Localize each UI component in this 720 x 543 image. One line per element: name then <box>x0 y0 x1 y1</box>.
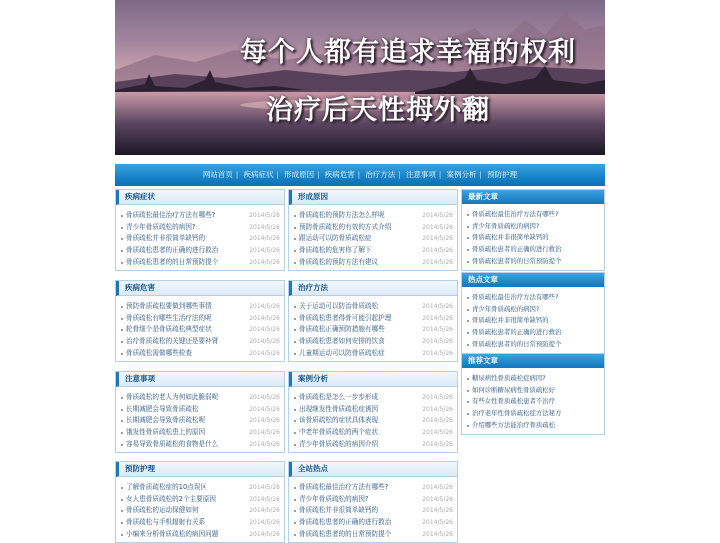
article-date: 2014/5/26 <box>249 235 280 243</box>
article-list-item <box>120 313 280 325</box>
sidebar-title: 推荐文章 <box>462 354 604 368</box>
header-banner <box>115 0 605 155</box>
article-date: 2014/5/26 <box>422 394 453 401</box>
article-list-item <box>466 292 600 304</box>
article-link[interactable]: 骨质疏松患者的的日常预防提个 <box>472 256 562 265</box>
article-date: 2014/5/26 <box>422 495 453 503</box>
article-date: 2014/5/26 <box>422 484 453 491</box>
article-date: 2014/5/26 <box>422 314 453 322</box>
article-date: 2014/5/26 <box>249 429 280 437</box>
article-list-item <box>120 517 280 529</box>
article-date: 2014/5/26 <box>422 258 453 266</box>
panel-title: 形成原因 <box>289 190 457 205</box>
article-date: 2014/5/26 <box>422 326 453 334</box>
article-link[interactable]: 关于运动可以防治骨质疏松 <box>299 302 379 310</box>
article-link[interactable]: 介绍哪些方法能治疗骨质疏松 <box>472 420 556 429</box>
article-list-item <box>466 420 600 432</box>
article-link[interactable]: 骨质疏松患者的正确的进行救治 <box>299 518 392 527</box>
article-list-item <box>466 327 600 339</box>
article-date: 2014/5/26 <box>249 314 280 322</box>
article-link[interactable]: 长期减肥会导致骨质疏松呢 <box>126 416 206 425</box>
panel-precautions <box>115 371 285 453</box>
article-link[interactable]: 骨质疏松患者的的日常预防提个 <box>126 257 219 266</box>
article-link[interactable]: 出现继发性骨质疏松症诱因 <box>299 404 379 413</box>
article-link[interactable]: 骨质疏松是怎么一步步形成 <box>299 393 379 401</box>
article-link[interactable]: 骨质疏松患者的的日常预防提个 <box>299 529 392 538</box>
article-list <box>289 477 457 542</box>
nav-precautions[interactable]: 注意事项 <box>405 170 436 179</box>
article-list-item <box>466 373 600 385</box>
article-list <box>289 205 457 270</box>
article-link[interactable]: 骨质疏松患者的正确的进行救治 <box>472 245 562 254</box>
article-link[interactable]: 骨质疏松最佳治疗方法有哪些? <box>126 211 216 219</box>
article-date: 2014/5/26 <box>249 394 280 401</box>
article-date: 2014/5/26 <box>422 349 453 357</box>
article-date: 2014/5/26 <box>249 519 280 527</box>
article-date: 2014/5/26 <box>422 405 453 413</box>
article-list-item <box>120 529 280 541</box>
article-link[interactable]: 骨质疏松并非很简单缺钙的 <box>126 234 206 243</box>
nav-separator: | <box>438 171 442 179</box>
article-link[interactable]: 青少年骨质疏松的病因? <box>126 222 196 231</box>
article-list-item <box>293 324 453 336</box>
article-link[interactable]: 女人患骨质疏松的2个主要原因 <box>126 494 216 503</box>
sidebar-recommended <box>461 353 605 435</box>
article-link[interactable]: 小编来分析骨质疏松的病因问题 <box>126 529 219 538</box>
panel-treatment <box>288 280 458 362</box>
article-list-item <box>293 505 453 517</box>
panel-prevention <box>115 461 285 543</box>
article-list-item <box>466 256 600 268</box>
article-link[interactable]: 骨质疏松正确预防措施有哪些 <box>299 325 385 334</box>
article-date: 2014/5/26 <box>249 223 280 231</box>
article-date: 2014/5/26 <box>249 507 280 515</box>
article-list-item <box>293 222 453 234</box>
article-list-item <box>293 245 453 257</box>
article-date: 2014/5/26 <box>422 223 453 231</box>
article-list-item <box>120 392 280 404</box>
nav-separator: | <box>276 171 279 179</box>
banner-slogan-line-1: 每个人都有追求幸福的权利 <box>240 37 576 68</box>
article-link[interactable]: 饿发性骨质疏松患上的原因 <box>126 428 206 437</box>
article-list-item <box>293 210 453 222</box>
article-link[interactable]: 骨质疏松的预防方法怎么样呢 <box>299 211 385 219</box>
article-list-item <box>120 439 280 451</box>
article-date: 2014/5/26 <box>249 440 280 448</box>
article-list <box>116 205 284 270</box>
article-list-item <box>120 222 280 234</box>
article-link[interactable]: 长期减肥会导致骨质疏松 <box>126 404 199 413</box>
article-link[interactable]: 该骨质疏松的症状具体表现 <box>299 416 379 425</box>
article-date: 2014/5/26 <box>249 326 280 334</box>
article-link[interactable]: 如何诊断糖尿病性骨质疏松好 <box>472 385 556 394</box>
nav-separator: | <box>317 171 320 179</box>
article-list-item <box>466 315 600 327</box>
nav-treatment[interactable]: 治疗方法 <box>365 170 396 179</box>
nav-prevention[interactable]: 预防护理 <box>487 170 518 179</box>
article-list-item <box>466 339 600 351</box>
article-link[interactable]: 骨质疏松患者得骨可能引起护理 <box>299 313 392 322</box>
article-date: 2014/5/26 <box>422 338 453 346</box>
article-date: 2014/5/26 <box>422 303 453 310</box>
nav-symptoms[interactable]: 疾病症状 <box>243 170 274 179</box>
article-date: 2014/5/26 <box>422 440 453 448</box>
article-list-item <box>293 529 453 541</box>
article-link[interactable]: 治疗骨质疏松的关键还是要补肾 <box>126 337 219 346</box>
banner-slogan-line-2: 治疗后天性拇外翻 <box>266 95 490 126</box>
article-list-item <box>293 517 453 529</box>
article-link[interactable]: 青少年骨质疏松的病因? <box>472 221 540 230</box>
article-date: 2014/5/26 <box>422 429 453 437</box>
article-list-item <box>293 336 453 348</box>
article-link[interactable]: 骨质疏松患者的的日常预防提个 <box>472 339 562 348</box>
article-link[interactable]: 骨质疏松并非很简单缺钙的 <box>299 506 379 515</box>
article-date: 2014/5/26 <box>422 519 453 527</box>
article-list-item <box>120 348 280 360</box>
article-link[interactable]: 青少年骨质疏松的病因? <box>472 304 540 313</box>
article-link[interactable]: 青少年骨质疏松的病因介绍 <box>299 439 379 448</box>
article-link[interactable]: 容易导致骨质疏松的食物是什么 <box>126 439 219 448</box>
sunset-lake-illustration <box>115 0 605 155</box>
article-date: 2014/5/26 <box>422 507 453 515</box>
article-link[interactable]: 骨质疏松的预防方法有建议 <box>299 257 379 266</box>
panel-title: 治疗方法 <box>289 281 457 296</box>
article-link[interactable]: 治疗老年性骨质疏松症方法秘方 <box>472 409 562 418</box>
article-link[interactable]: 骨质疏松与手机辐射有关系 <box>126 518 206 527</box>
sidebar-latest <box>461 189 605 271</box>
panel-cases <box>288 371 458 453</box>
article-date: 2014/5/26 <box>249 247 280 255</box>
panel-causes <box>288 189 458 271</box>
article-list-item <box>293 301 453 313</box>
article-date: 2014/5/26 <box>422 247 453 255</box>
article-link[interactable]: 有些女性骨质疏松患者不治疗 <box>472 397 556 406</box>
nav-separator: | <box>479 171 482 179</box>
panel-symptoms <box>115 189 285 271</box>
article-link[interactable]: 骨质疏松有哪些生活疗法的呢 <box>126 313 212 322</box>
nav-separator: | <box>357 171 361 179</box>
nav-home[interactable]: 网站首页 <box>202 170 233 179</box>
article-list-item <box>120 233 280 245</box>
article-list-item <box>120 482 280 494</box>
article-date: 2014/5/26 <box>249 212 280 219</box>
article-list <box>462 287 604 353</box>
article-list-item <box>293 439 453 451</box>
article-list-item <box>120 415 280 427</box>
article-list-item <box>293 482 453 494</box>
article-link[interactable]: 预防骨质疏松要做到哪些事情 <box>126 302 212 310</box>
article-link[interactable]: 跟运动可以防骨质疏松症 <box>299 234 372 243</box>
article-date: 2014/5/26 <box>422 212 453 219</box>
sidebar-hot <box>461 272 605 354</box>
article-list-item <box>466 408 600 420</box>
panel-title: 预防护理 <box>116 462 284 477</box>
nav-cases[interactable]: 案例分析 <box>446 170 477 179</box>
panel-title: 注意事项 <box>116 372 284 387</box>
article-date: 2014/5/26 <box>249 258 280 266</box>
article-list <box>462 204 604 270</box>
panel-hot-sitewide <box>288 461 458 543</box>
article-link[interactable]: 糖尿病性骨质疏松症病因? <box>472 374 546 382</box>
article-list <box>289 296 457 361</box>
article-link[interactable]: 骨质疏松患者如何安排的饮食 <box>299 337 385 346</box>
article-list-item <box>293 427 453 439</box>
article-date: 2014/5/26 <box>249 303 280 310</box>
article-list-item <box>466 385 600 397</box>
article-list-item <box>120 210 280 222</box>
article-list-item <box>293 313 453 325</box>
article-link[interactable]: 骨质疏松需做哪些检查 <box>126 348 192 357</box>
article-link[interactable]: 骨质疏松的危害你了解下 <box>299 246 372 255</box>
article-list-item <box>293 257 453 269</box>
article-list-item <box>120 324 280 336</box>
nav-harm[interactable]: 疾病危害 <box>324 170 355 179</box>
article-list-item <box>120 427 280 439</box>
nav-separator: | <box>398 171 401 179</box>
article-link[interactable]: 骨质疏松患者的正确的进行救治 <box>126 246 219 255</box>
panel-title: 疾病症状 <box>116 190 284 205</box>
article-list <box>289 387 457 452</box>
nav-separator: | <box>235 171 239 179</box>
article-date: 2014/5/26 <box>249 349 280 357</box>
article-link[interactable]: 骨质疏松并非很简单缺钙的 <box>472 316 549 325</box>
article-date: 2014/5/26 <box>422 235 453 243</box>
article-list-item <box>120 257 280 269</box>
article-list <box>116 296 284 361</box>
article-date: 2014/5/26 <box>249 405 280 413</box>
article-date: 2014/5/26 <box>249 484 280 491</box>
panel-title: 案例分析 <box>289 372 457 387</box>
article-link[interactable]: 骨质疏松最佳治疗方法有哪些? <box>299 483 389 491</box>
article-link[interactable]: 青少年骨质疏松的病因? <box>299 494 369 503</box>
article-list-item <box>293 233 453 245</box>
article-list-item <box>293 404 453 416</box>
article-list-item <box>120 301 280 313</box>
article-list-item <box>293 392 453 404</box>
nav-causes[interactable]: 形成原因 <box>284 170 315 179</box>
article-list-item <box>120 404 280 416</box>
article-link[interactable]: 中老年骨质疏松的两个症状 <box>299 428 379 437</box>
article-date: 2014/5/26 <box>422 417 453 425</box>
article-list-item <box>120 505 280 517</box>
article-date: 2014/5/26 <box>249 338 280 346</box>
article-list-item <box>293 348 453 360</box>
article-list-item <box>466 396 600 408</box>
article-link[interactable]: 骨质疏松并非很简单缺钙的 <box>472 233 549 242</box>
article-link[interactable]: 骨质疏松最佳治疗方法有哪些? <box>472 293 559 301</box>
article-list-item <box>466 244 600 256</box>
article-list-item <box>466 232 600 244</box>
article-list-item <box>466 209 600 221</box>
sidebar-title: 最新文章 <box>462 190 604 204</box>
article-list-item <box>293 415 453 427</box>
article-date: 2014/5/26 <box>422 530 453 538</box>
article-link[interactable]: 儿童期运动可以防骨质疏松症 <box>299 348 385 357</box>
article-list-item <box>466 304 600 316</box>
article-list-item <box>120 336 280 348</box>
article-link[interactable]: 预防骨质疏松的有效的方式介绍 <box>299 222 392 231</box>
article-list <box>462 368 604 434</box>
article-link[interactable]: 了解骨质疏松症的10点误区 <box>126 483 207 491</box>
panel-title: 全站热点 <box>289 462 457 477</box>
article-list <box>116 477 284 542</box>
article-list-item <box>293 494 453 506</box>
article-link[interactable]: 轮骨细个是骨质疏松典型症状 <box>126 325 212 334</box>
article-link[interactable]: 骨质疏松患者的正确的进行救治 <box>472 328 562 337</box>
article-list-item <box>120 245 280 257</box>
article-link[interactable]: 骨质疏松的运动保健如何 <box>126 506 199 515</box>
article-date: 2014/5/26 <box>249 417 280 425</box>
article-date: 2014/5/26 <box>249 495 280 503</box>
article-link[interactable]: 骨质疏松的老人为何如此脆弱呢 <box>126 393 219 401</box>
sidebar-title: 热点文章 <box>462 273 604 287</box>
article-link[interactable]: 骨质疏松最佳治疗方法有哪些? <box>472 210 559 218</box>
article-list <box>116 387 284 452</box>
article-date: 2014/5/26 <box>249 530 280 538</box>
panel-harm <box>115 280 285 362</box>
article-list-item <box>466 221 600 233</box>
article-list-item <box>120 494 280 506</box>
main-navigation <box>115 164 605 186</box>
panel-title: 疾病危害 <box>116 281 284 296</box>
